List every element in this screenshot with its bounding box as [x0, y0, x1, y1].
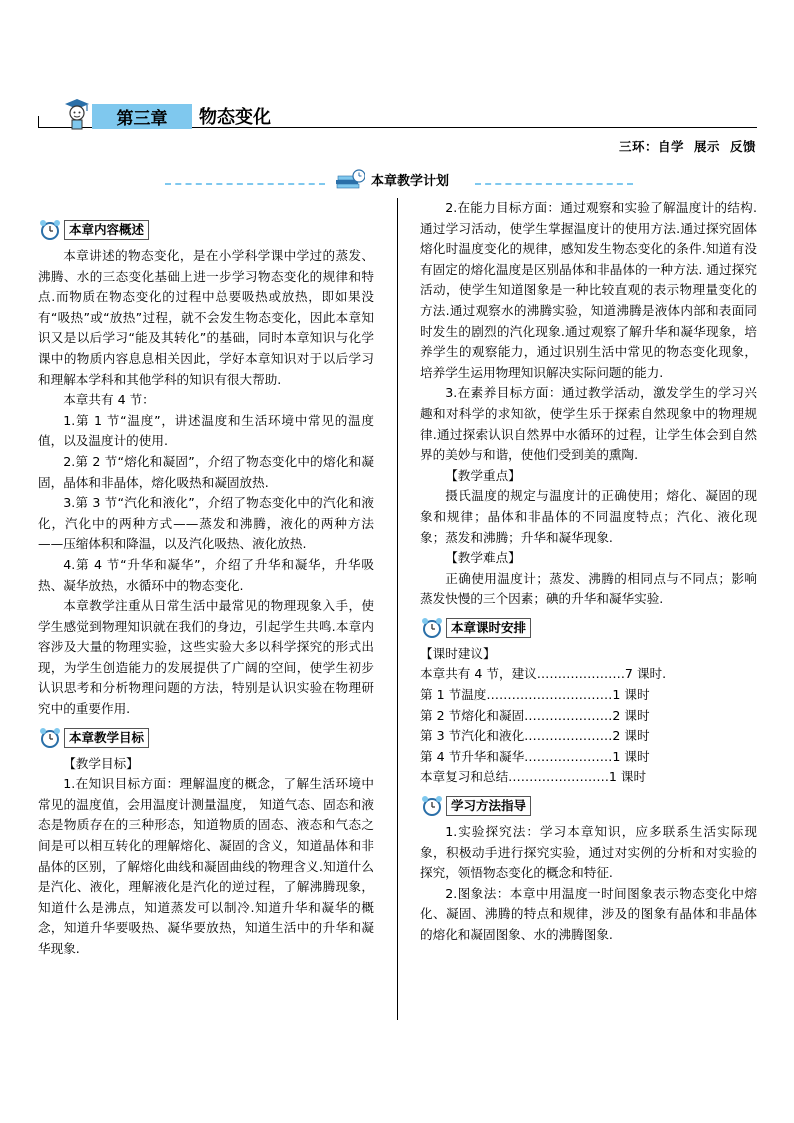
schedule-heading [420, 615, 757, 641]
key-points-heading: 【教学重点】 [445, 467, 521, 483]
goals-heading-label: 本章教学目标 [64, 728, 149, 748]
three-rings [619, 137, 756, 155]
schedule-line-1: 本章共有 4 节，建议…………………7 课时. [420, 666, 667, 682]
overview-para-5: 3.第 3 节“汽化和液化”，介绍了物态变化中的汽化和液化，汽化中的两种方式——蒸发和沸腾，液化的两种方法——压缩体积和降温，以及汽化吸热、液化放热. [38, 495, 374, 552]
student-mascot-icon [60, 96, 94, 130]
left-column [38, 212, 374, 960]
methods-para-2: 2.图象法：本章中用温度一时间图象表示物态变化中熔化、凝固、沸腾的特点和规律，涉及的图象有晶体和非晶体的熔化和凝固图象、水的沸腾图象. [420, 885, 757, 942]
overview-heading-label: 本章内容概述 [64, 220, 149, 240]
schedule-line-3: 第 2 节熔化和凝固…………………2 课时 [420, 707, 650, 723]
overview-para-2: 本章共有 4 节： [63, 392, 155, 408]
alarm-clock-icon [420, 794, 444, 818]
goals-para-2: 2.在能力目标方面：通过观察和实验了解温度计的结构.通过学习活动，使学生掌握温度计的使用方法.通过探究固体熔化时温度变化的规律，感知发生物态变化的条件.知道有没有固定的熔化温度是区别晶体和非晶体的一种方法. 通过探究活动，使学生知道图象是一种比较直观的表示物理量变化的方法.通过观察水的沸腾实验，知道沸腾是液体内部和表面同时发生的剧烈的汽化现象.通过观察了解升华和凝华现象，培养学生的观察能力，通过识别生活中常见的物态变化现象，培养学生运用物理知识解决实际问题的能力. [420, 200, 757, 380]
right-column [420, 198, 757, 946]
difficulties-heading: 【教学难点】 [445, 550, 521, 566]
alarm-clock-icon [38, 218, 62, 242]
schedule-line-6: 本章复习和总结……………………1 课时 [420, 769, 647, 785]
methods-heading [420, 793, 757, 819]
schedule-heading-label: 本章课时安排 [446, 618, 531, 638]
plan-dash-right [475, 183, 633, 185]
chapter-label: 第三章 [92, 104, 192, 129]
goals-para-1: 1.在知识目标方面：理解温度的概念，了解生活环境中常见的温度值，会用温度计测量温度， 知道气态、固态和液态是物质存在的三种形态，知道物质的固态、液态和气态之间是可以相互转化的理解熔化、凝固的含义，知道晶体和非晶体的区别，了解熔化曲线和凝固曲线的物理含义.知道什么是汽化、液化，理解液化是汽化的逆过程，了解沸腾现象，知道什么是沸点，知道蒸发可以制冷.知道升华和凝华的概念，知道升华要吸热、凝华要放热，知道生活中的升华和凝华现象. [38, 776, 374, 956]
overview-para-1: 本章讲述的物态变化，是在小学科学课中学过的蒸发、沸腾、水的三态变化基础上进一步学习物态变化的规律和特点.而物质在物态变化的过程中总要吸热或放热，即如果没有“吸热”或“放热”过程，就不会发生物态变化，因此本章知识又是以后学习“能及其转化”的基础，同时本章知识与化学课中的物质内容息息相关因此，学好本章知识对于以后学习和理解本学科和其他学科的知识有很大帮助. [38, 248, 374, 387]
key-points-text: 摄氏温度的规定与温度计的正确使用；熔化、凝固的现象和规律；晶体和非晶体的不同温度特点；汽化、液化现象；蒸发和沸腾；升华和凝华现象. [420, 488, 757, 545]
books-clock-icon [335, 168, 365, 190]
goals-para-3: 3.在素养目标方面：通过教学活动，激发学生的学习兴趣和对科学的求知欲，使学生乐于探索自然现象中的物理规律.通过探索认识自然界中水循环的过程，让学生体会到自然界的美妙与和谐，使他们受到美的熏陶. [420, 385, 757, 463]
difficulties-text: 正确使用温度计；蒸发、沸腾的相同点与不同点；影响蒸发快慢的三个因素；碘的升华和凝华实验. [420, 570, 757, 607]
plan-banner [165, 168, 633, 192]
methods-heading-label: 学习方法指导 [446, 796, 531, 816]
alarm-clock-icon [38, 726, 62, 750]
three-rings-self-study: 自学 [657, 139, 684, 154]
methods-para-1: 1.实验探究法：学习本章知识，应多联系生活实际现象，积极动手进行探究实验，通过对实例的分析和对实验的探究，领悟物态变化的概念和特征. [420, 824, 757, 881]
overview-para-4: 2.第 2 节“熔化和凝固”，介绍了物态变化中的熔化和凝固，晶体和非晶体，熔化吸热和凝固放热. [38, 453, 374, 490]
goals-heading [38, 725, 374, 751]
overview-para-3: 1.第 1 节“温度”，讲述温度和生活环境中常见的温度值，以及温度计的使用. [38, 412, 374, 449]
alarm-clock-icon [420, 616, 444, 640]
chapter-title: 物态变化 [199, 107, 271, 128]
three-rings-feedback: 反馈 [729, 139, 756, 154]
column-divider [397, 198, 398, 1020]
overview-heading [38, 217, 374, 243]
goals-sub-heading: 【教学目标】 [63, 755, 139, 771]
schedule-line-2: 第 1 节温度…………………………1 课时 [420, 687, 650, 703]
schedule-line-4: 第 3 节汽化和液化…………………2 课时 [420, 728, 650, 744]
plan-title: 本章教学计划 [371, 173, 450, 189]
three-rings-display: 展示 [693, 139, 720, 154]
schedule-sub-heading: 【课时建议】 [420, 645, 496, 661]
three-rings-prefix: 三环： [618, 139, 658, 154]
overview-para-6: 4.第 4 节“升华和凝华”，介绍了升华和凝华，升华吸热、凝华放热，水循环中的物态变化. [38, 556, 374, 593]
overview-para-7: 本章教学注重从日常生活中最常见的物理现象入手，使学生感觉到物理知识就在我们的身边，引起学生共鸣.本章内容涉及大量的物理实验，这些实验大多以科学探究的形式出现，为学生创造能力的发展提供了广阔的空间，使学生初步认识思考和分析物理问题的方法，特别是认识实验在物理研究中的重要作用. [38, 598, 374, 717]
plan-dash-left [165, 183, 325, 185]
plan-title-wrap [335, 168, 465, 190]
schedule-line-5: 第 4 节升华和凝华…………………1 课时 [420, 748, 650, 764]
